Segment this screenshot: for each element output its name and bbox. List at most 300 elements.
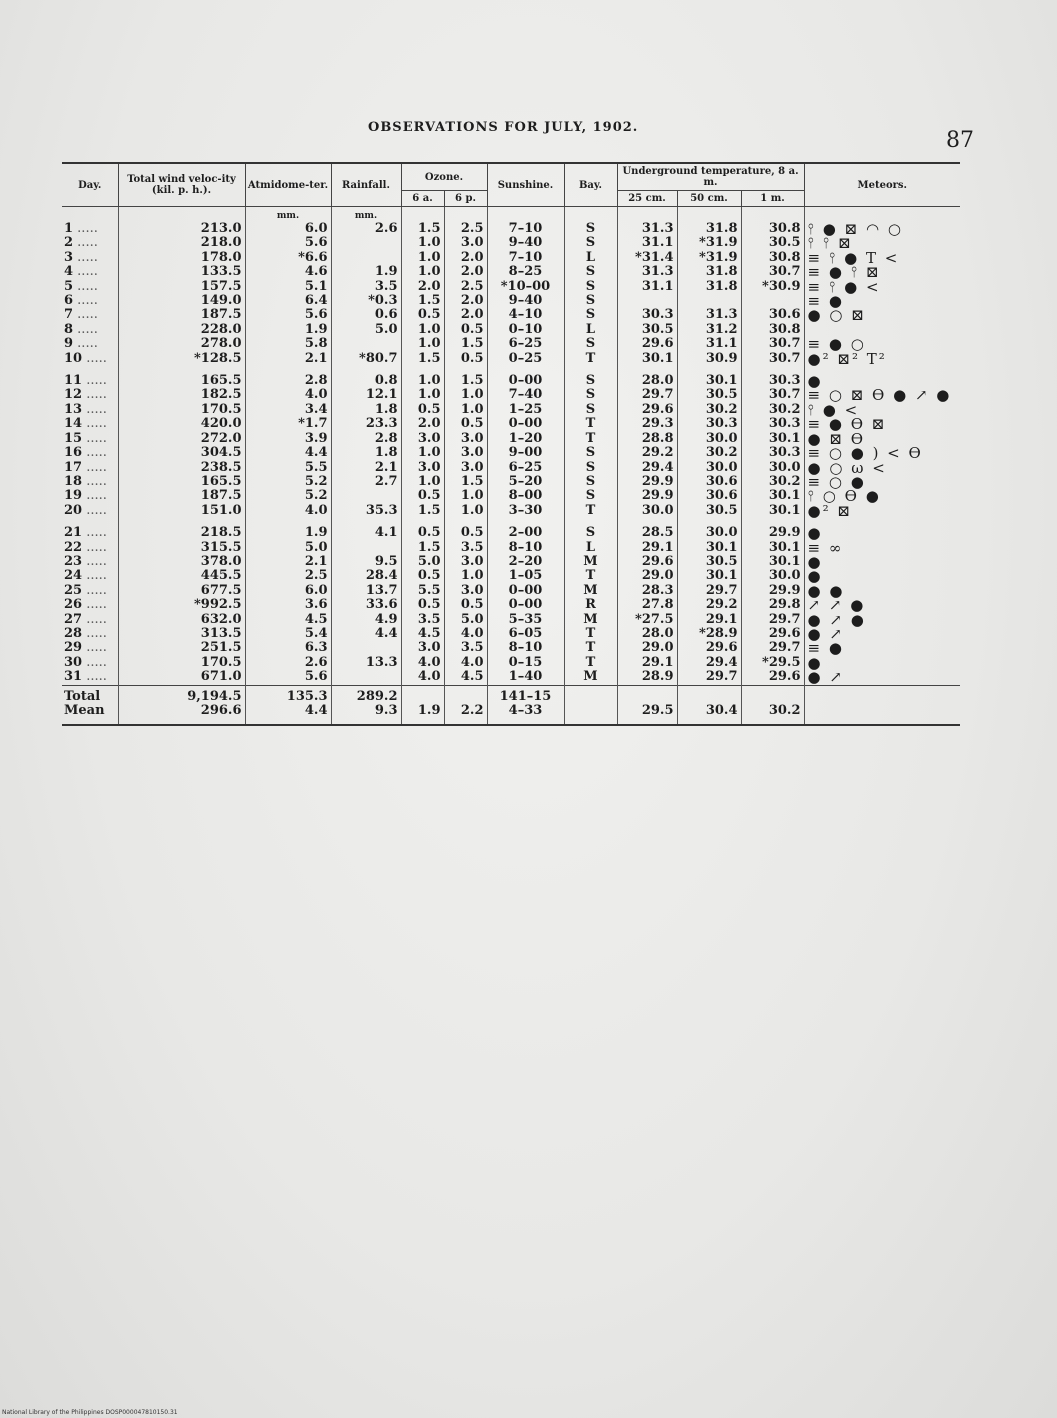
cell-oz6a: 3.5	[401, 613, 444, 627]
leader-dots: .....	[82, 473, 107, 489]
cell-rain: 2.7	[331, 475, 401, 489]
cell-atm: 5.2	[245, 489, 331, 503]
cell-bay: S	[564, 388, 617, 402]
cell-rain	[331, 489, 401, 503]
cell-wind: 378.0	[118, 555, 245, 569]
cell-atm: *1.7	[245, 417, 331, 431]
cell-atm: 5.8	[245, 337, 331, 351]
day-row	[62, 555, 960, 569]
cell-t50: 29.1	[677, 613, 741, 627]
day-row	[62, 352, 960, 366]
cell-meteors: ⫯ ○ ϴ ●	[804, 489, 960, 503]
cell-oz6p: 1.5	[444, 475, 487, 489]
cell-meteors: ●	[804, 555, 960, 569]
cell-oz6a: 2.0	[401, 280, 444, 294]
cell-wind: 677.5	[118, 584, 245, 598]
cell-meteors: ≡ ⫯ ● <	[804, 280, 960, 294]
cell-sun: 7–10	[487, 222, 564, 236]
cell-wind: 420.0	[118, 417, 245, 431]
cell-t1m: 30.1	[741, 489, 804, 503]
cell-t25: 29.6	[617, 555, 677, 569]
cell-day	[62, 627, 118, 641]
day-number: 20	[64, 502, 83, 518]
cell-atm: 3.6	[245, 598, 331, 612]
cell-rain: 12.1	[331, 388, 401, 402]
cell-wind: 213.0	[118, 222, 245, 236]
cell-t25: 30.0	[617, 504, 677, 518]
cell-oz6p: 1.0	[444, 403, 487, 417]
page-title: OBSERVATIONS FOR JULY, 1902.	[368, 120, 639, 135]
cell-atm: 2.1	[245, 555, 331, 569]
cell-sun: 7–10	[487, 251, 564, 265]
cell-atm: 3.4	[245, 403, 331, 417]
cell-oz6a: 1.0	[401, 251, 444, 265]
cell-bay: L	[564, 323, 617, 337]
cell-t50: *31.9	[677, 236, 741, 250]
leader-dots: .....	[82, 350, 107, 366]
cell-day	[62, 403, 118, 417]
day-number: 15	[64, 430, 83, 446]
cell-bay: T	[564, 627, 617, 641]
day-number: 28	[64, 625, 83, 641]
cell-bay: S	[564, 403, 617, 417]
cell-meteors: ●² ⊠	[804, 504, 960, 518]
cell-t1m: 30.7	[741, 388, 804, 402]
cell-oz6p: 2.0	[444, 265, 487, 279]
cell-rain: 3.5	[331, 280, 401, 294]
cell-t50: 31.3	[677, 308, 741, 322]
cell-wind: 238.5	[118, 461, 245, 475]
summary-label: Total	[62, 685, 118, 704]
cell-t25: 31.1	[617, 280, 677, 294]
cell-oz6p: 2.0	[444, 308, 487, 322]
cell-bay: S	[564, 475, 617, 489]
summary-row	[62, 685, 960, 704]
cell-meteors: ● ●	[804, 584, 960, 598]
cell-atm: 4.4	[245, 704, 331, 725]
cell-day	[62, 308, 118, 322]
cell-rain: 28.4	[331, 569, 401, 583]
cell-sun: 0–25	[487, 352, 564, 366]
leader-dots: .....	[82, 430, 107, 446]
cell-meteors: ≡ ● ⫯ ⊠	[804, 265, 960, 279]
cell-t50: 30.1	[677, 374, 741, 388]
cell-t50: 29.6	[677, 641, 741, 655]
cell-t1m: 30.6	[741, 308, 804, 322]
cell-day	[62, 656, 118, 670]
cell-sun: 5–35	[487, 613, 564, 627]
cell-rain	[331, 670, 401, 685]
cell-sun: 2–20	[487, 555, 564, 569]
cell-oz6a: 1.0	[401, 265, 444, 279]
cell-bay: S	[564, 337, 617, 351]
cell-bay: M	[564, 584, 617, 598]
cell-wind: 445.5	[118, 569, 245, 583]
day-number: 13	[64, 401, 83, 417]
cell-day	[62, 504, 118, 518]
cell-rain: 2.8	[331, 432, 401, 446]
cell-rain	[331, 641, 401, 655]
leader-dots: .....	[82, 539, 107, 555]
cell-t25: 30.5	[617, 323, 677, 337]
leader-dots: .....	[73, 249, 98, 265]
cell-atm: 6.4	[245, 294, 331, 308]
cell-meteors: ● ↗	[804, 670, 960, 685]
cell-bay	[564, 685, 617, 704]
cell-bay: S	[564, 374, 617, 388]
cell-oz6p: 3.0	[444, 555, 487, 569]
cell-meteors: ●	[804, 374, 960, 388]
cell-oz6a: 1.0	[401, 236, 444, 250]
cell-oz6p: 3.0	[444, 432, 487, 446]
cell-t1m: 30.5	[741, 236, 804, 250]
leader-dots: .....	[82, 488, 107, 504]
leader-dots: .....	[82, 640, 107, 656]
cell-t25: 28.0	[617, 627, 677, 641]
cell-wind: 272.0	[118, 432, 245, 446]
leader-dots: .....	[82, 597, 107, 613]
cell-oz6p: 1.5	[444, 374, 487, 388]
cell-atm: 2.8	[245, 374, 331, 388]
cell-bay: S	[564, 236, 617, 250]
cell-oz6a: 0.5	[401, 569, 444, 583]
cell-sun: 4–10	[487, 308, 564, 322]
cell-rain: 0.8	[331, 374, 401, 388]
cell-meteors: ≡ ● ϴ ⊠	[804, 417, 960, 431]
leader-dots: .....	[82, 669, 107, 685]
cell-wind: 165.5	[118, 374, 245, 388]
day-number: 27	[64, 611, 83, 627]
cell-rain: 2.1	[331, 461, 401, 475]
day-number: 3	[64, 249, 74, 265]
cell-day	[62, 569, 118, 583]
cell-oz6a: 3.0	[401, 432, 444, 446]
cell-sun: 9–40	[487, 294, 564, 308]
cell-oz6a: 5.0	[401, 555, 444, 569]
col-header-wind: Total wind veloc-ity (kil. p. h.).	[118, 163, 245, 207]
cell-sun: 1–25	[487, 403, 564, 417]
cell-atm: 5.0	[245, 541, 331, 555]
cell-t1m: 30.8	[741, 323, 804, 337]
cell-sun: 7–40	[487, 388, 564, 402]
cell-sun: *10–00	[487, 280, 564, 294]
cell-oz6p: 2.0	[444, 251, 487, 265]
cell-oz6p: 3.0	[444, 236, 487, 250]
cell-t50: 29.7	[677, 670, 741, 685]
cell-wind: 165.5	[118, 475, 245, 489]
cell-rain: 13.7	[331, 584, 401, 598]
cell-bay: S	[564, 489, 617, 503]
cell-atm: 5.4	[245, 627, 331, 641]
col-header-meteors: Meteors.	[804, 163, 960, 207]
cell-t25: 31.3	[617, 222, 677, 236]
cell-t1m: 29.7	[741, 641, 804, 655]
cell-meteors: ● ○ ω <	[804, 461, 960, 475]
day-number: 12	[64, 387, 83, 403]
cell-t50: 30.6	[677, 475, 741, 489]
cell-bay: M	[564, 670, 617, 685]
cell-t50: 30.2	[677, 403, 741, 417]
col-header-1m: 1 m.	[741, 191, 804, 207]
cell-t50: 31.8	[677, 222, 741, 236]
cell-t25: 29.3	[617, 417, 677, 431]
cell-meteors: ≡ ●	[804, 294, 960, 308]
cell-atm: *6.6	[245, 251, 331, 265]
day-row	[62, 670, 960, 685]
cell-oz6a: 0.5	[401, 403, 444, 417]
cell-t25: *27.5	[617, 613, 677, 627]
cell-oz6a: 1.0	[401, 323, 444, 337]
cell-day	[62, 251, 118, 265]
cell-oz6a: 1.0	[401, 388, 444, 402]
cell-atm: 2.5	[245, 569, 331, 583]
leader-dots: .....	[73, 278, 98, 294]
leader-dots: .....	[82, 525, 107, 541]
page-number: 87	[946, 128, 974, 153]
leader-dots: .....	[82, 611, 107, 627]
cell-t50	[677, 294, 741, 308]
cell-sun: 4–33	[487, 704, 564, 725]
cell-t50: 30.0	[677, 461, 741, 475]
cell-oz6a: 1.0	[401, 446, 444, 460]
cell-bay: S	[564, 294, 617, 308]
cell-atm: 135.3	[245, 685, 331, 704]
cell-wind: 304.5	[118, 446, 245, 460]
cell-day	[62, 388, 118, 402]
day-number: 31	[64, 669, 83, 685]
cell-oz6p: 4.0	[444, 627, 487, 641]
cell-t25: 27.8	[617, 598, 677, 612]
cell-t25: 29.9	[617, 489, 677, 503]
cell-t1m: 30.2	[741, 475, 804, 489]
cell-oz6p: 2.2	[444, 704, 487, 725]
cell-day	[62, 461, 118, 475]
cell-sun: 6–05	[487, 627, 564, 641]
cell-day	[62, 598, 118, 612]
cell-t50: 30.3	[677, 417, 741, 431]
cell-wind: *992.5	[118, 598, 245, 612]
cell-t25: 30.3	[617, 308, 677, 322]
cell-atm: 5.6	[245, 670, 331, 685]
cell-sun: 141–15	[487, 685, 564, 704]
cell-rain: 13.3	[331, 656, 401, 670]
cell-sun: 2–00	[487, 526, 564, 540]
cell-rain	[331, 541, 401, 555]
cell-sun: 6–25	[487, 461, 564, 475]
cell-oz6p: 0.5	[444, 352, 487, 366]
cell-atm: 4.0	[245, 388, 331, 402]
cell-rain: *0.3	[331, 294, 401, 308]
cell-t1m: 30.1	[741, 432, 804, 446]
leader-dots: .....	[73, 264, 98, 280]
col-header-underground: Underground temperature, 8 a. m.	[617, 163, 804, 191]
leader-dots: .....	[82, 401, 107, 417]
cell-oz6a: 1.5	[401, 504, 444, 518]
cell-t1m	[741, 685, 804, 704]
cell-wind: 296.6	[118, 704, 245, 725]
cell-wind: 315.5	[118, 541, 245, 555]
cell-oz6p: 4.5	[444, 670, 487, 685]
cell-oz6p: 2.0	[444, 294, 487, 308]
cell-oz6p: 1.0	[444, 504, 487, 518]
day-number: 9	[64, 336, 74, 352]
cell-atm: 5.6	[245, 236, 331, 250]
cell-t25: 31.3	[617, 265, 677, 279]
cell-oz6p: 5.0	[444, 613, 487, 627]
cell-day	[62, 236, 118, 250]
cell-meteors: ≡ ● ○	[804, 337, 960, 351]
cell-wind: 149.0	[118, 294, 245, 308]
cell-rain: 35.3	[331, 504, 401, 518]
cell-sun: 6–25	[487, 337, 564, 351]
cell-day	[62, 489, 118, 503]
cell-day	[62, 641, 118, 655]
cell-t1m: 30.3	[741, 417, 804, 431]
cell-t50: 31.1	[677, 337, 741, 351]
cell-t1m: 30.7	[741, 265, 804, 279]
cell-oz6p: 3.5	[444, 541, 487, 555]
cell-t25: 29.4	[617, 461, 677, 475]
cell-day	[62, 323, 118, 337]
cell-oz6a: 0.5	[401, 526, 444, 540]
cell-t1m: 30.1	[741, 541, 804, 555]
day-number: 16	[64, 445, 83, 461]
cell-oz6p: 1.5	[444, 337, 487, 351]
cell-day	[62, 526, 118, 540]
cell-wind: 157.5	[118, 280, 245, 294]
cell-t50: 30.5	[677, 555, 741, 569]
leader-dots: .....	[82, 568, 107, 584]
cell-meteors: ≡ ●	[804, 641, 960, 655]
cell-t25: 29.1	[617, 541, 677, 555]
leader-dots: .....	[82, 445, 107, 461]
cell-wind: 151.0	[118, 504, 245, 518]
cell-meteors: ● ↗ ●	[804, 613, 960, 627]
cell-wind: 228.0	[118, 323, 245, 337]
cell-t50: 30.1	[677, 541, 741, 555]
day-number: 2	[64, 235, 74, 251]
cell-oz6p: 3.5	[444, 641, 487, 655]
cell-t25: 29.0	[617, 641, 677, 655]
cell-bay: L	[564, 251, 617, 265]
cell-oz6a: 2.0	[401, 417, 444, 431]
cell-bay: T	[564, 641, 617, 655]
cell-rain	[331, 337, 401, 351]
cell-t25: 29.6	[617, 337, 677, 351]
cell-t25	[617, 294, 677, 308]
cell-oz6a: 4.0	[401, 656, 444, 670]
cell-t25: 28.0	[617, 374, 677, 388]
cell-meteors: ⫯ ⫯ ⊠	[804, 236, 960, 250]
cell-bay: T	[564, 432, 617, 446]
cell-t1m: 29.9	[741, 526, 804, 540]
cell-t25: 29.9	[617, 475, 677, 489]
day-row	[62, 504, 960, 518]
cell-t50: 31.2	[677, 323, 741, 337]
cell-t50: 30.5	[677, 504, 741, 518]
cell-t50: 30.0	[677, 432, 741, 446]
cell-oz6p	[444, 685, 487, 704]
cell-bay: S	[564, 265, 617, 279]
cell-meteors: ↗ ↗ ●	[804, 598, 960, 612]
cell-rain: 1.8	[331, 403, 401, 417]
cell-t50: 30.4	[677, 704, 741, 725]
cell-oz6p: 1.0	[444, 489, 487, 503]
cell-oz6p: 0.5	[444, 526, 487, 540]
cell-oz6a: 1.5	[401, 541, 444, 555]
cell-t1m: 30.0	[741, 569, 804, 583]
cell-t25: 29.7	[617, 388, 677, 402]
observations-table	[62, 162, 960, 726]
cell-oz6a: 1.5	[401, 222, 444, 236]
cell-meteors: ● ⊠ ϴ	[804, 432, 960, 446]
cell-bay: S	[564, 526, 617, 540]
cell-wind: 170.5	[118, 403, 245, 417]
cell-bay: S	[564, 222, 617, 236]
cell-bay	[564, 704, 617, 725]
cell-sun: 8–10	[487, 541, 564, 555]
unit-rain: mm.	[331, 207, 401, 223]
cell-t1m: 30.8	[741, 222, 804, 236]
cell-wind: *128.5	[118, 352, 245, 366]
cell-day	[62, 613, 118, 627]
cell-t1m: 30.3	[741, 446, 804, 460]
cell-meteors: ≡ ○ ●	[804, 475, 960, 489]
cell-oz6a: 5.5	[401, 584, 444, 598]
cell-oz6a: 4.0	[401, 670, 444, 685]
leader-dots: .....	[82, 625, 107, 641]
cell-t25: 29.0	[617, 569, 677, 583]
cell-t50: 29.7	[677, 584, 741, 598]
cell-day	[62, 280, 118, 294]
cell-oz6a: 1.5	[401, 294, 444, 308]
day-number: 24	[64, 568, 83, 584]
cell-atm: 4.6	[245, 265, 331, 279]
cell-rain	[331, 251, 401, 265]
cell-atm: 6.0	[245, 584, 331, 598]
cell-wind: 632.0	[118, 613, 245, 627]
cell-rain: 9.5	[331, 555, 401, 569]
cell-meteors: ●	[804, 656, 960, 670]
cell-sun: 8–00	[487, 489, 564, 503]
cell-rain: 0.6	[331, 308, 401, 322]
cell-oz6a: 1.0	[401, 337, 444, 351]
cell-t1m: 30.0	[741, 461, 804, 475]
leader-dots: .....	[82, 553, 107, 569]
cell-meteors: ● ↗	[804, 627, 960, 641]
cell-sun: 0–00	[487, 417, 564, 431]
cell-day	[62, 337, 118, 351]
cell-day	[62, 475, 118, 489]
cell-oz6a: 0.5	[401, 598, 444, 612]
day-row	[62, 541, 960, 555]
cell-oz6p: 0.5	[444, 417, 487, 431]
cell-t25: 28.8	[617, 432, 677, 446]
cell-day	[62, 374, 118, 388]
cell-atm: 5.5	[245, 461, 331, 475]
cell-oz6p: 2.5	[444, 280, 487, 294]
cell-bay: T	[564, 656, 617, 670]
cell-t1m: 30.7	[741, 337, 804, 351]
cell-meteors: ●	[804, 526, 960, 540]
day-number: 19	[64, 488, 83, 504]
cell-t50: 31.8	[677, 280, 741, 294]
cell-bay: T	[564, 569, 617, 583]
cell-wind: 187.5	[118, 308, 245, 322]
leader-dots: .....	[82, 502, 107, 518]
cell-t1m: 30.7	[741, 352, 804, 366]
cell-oz6p: 1.0	[444, 569, 487, 583]
